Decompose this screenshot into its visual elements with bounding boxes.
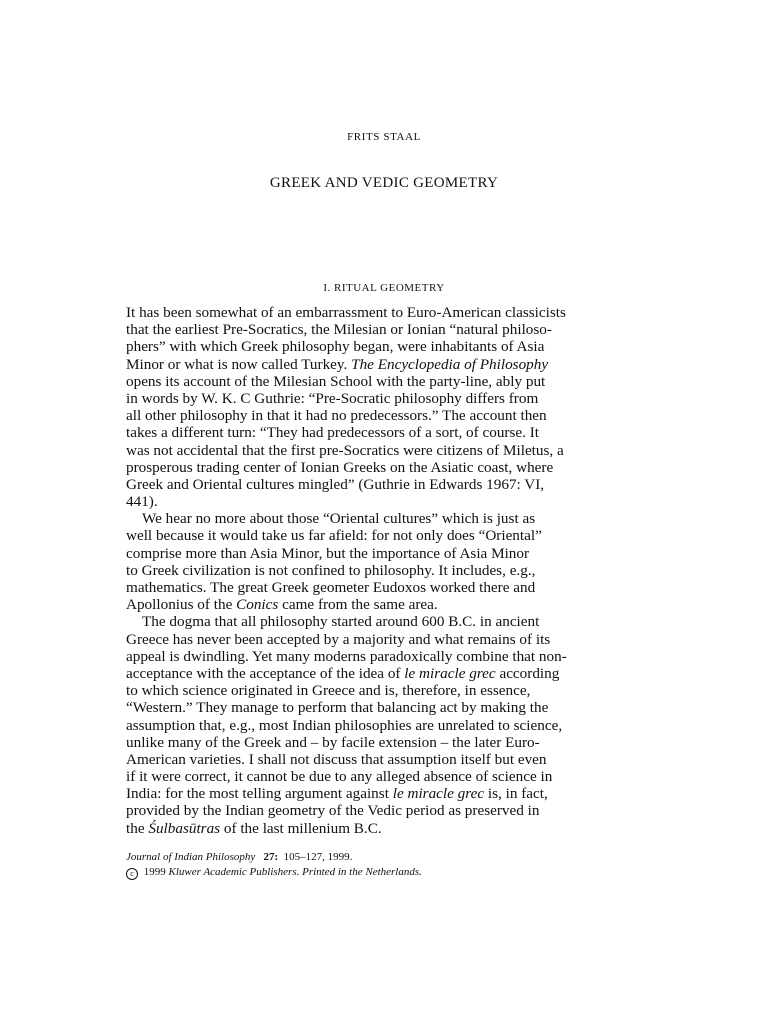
text-line	[126, 613, 540, 631]
body-text	[126, 304, 567, 837]
footer-citation	[126, 850, 546, 880]
text-line	[126, 510, 536, 528]
text-run: The dogma that all philosophy started around 600 B.C. in ancient	[142, 613, 540, 631]
text-line	[126, 355, 549, 373]
text-run: was not accidental that the first pre-Socratics were citizens of Miletus, a	[126, 441, 564, 459]
text-line	[126, 579, 536, 596]
text-line	[126, 682, 530, 699]
text-line	[126, 820, 530, 837]
italic-text: le miracle grec	[404, 664, 496, 682]
text-line	[126, 493, 530, 510]
text-run: to Greek civilization is not confined to philosophy. It includes, e.g.,	[126, 561, 536, 579]
text-line	[126, 441, 564, 459]
text-run: Greece has never been accepted by a majority and what remains of its	[126, 630, 551, 648]
journal-volume: 27:	[263, 851, 279, 863]
text-line	[126, 372, 546, 390]
text-run: We hear no more about those “Oriental cultures” which is just as	[142, 510, 536, 528]
text-line	[126, 321, 552, 339]
text-line	[126, 768, 553, 786]
journal-name: Journal of Indian Philosophy	[126, 851, 256, 863]
text-line	[126, 596, 530, 613]
text-run: all other philosophy in that it had no predecessors.” The account then	[126, 407, 547, 425]
text-run: Greek and Oriental cultures mingled” (Guthrie in Edwards 1967: VI,	[126, 475, 545, 493]
italic-text: Śulbasūtras	[148, 819, 221, 837]
text-run: 441).	[126, 493, 158, 511]
text-line	[126, 802, 540, 820]
text-line	[126, 664, 560, 682]
text-line	[126, 338, 545, 356]
text-line	[126, 561, 536, 579]
article-title: GREEK AND VEDIC GEOMETRY	[269, 175, 499, 191]
journal-pages: 105–127, 1999.	[283, 851, 353, 863]
text-line	[126, 527, 542, 545]
italic-text: The Encyclopedia of Philosophy	[351, 355, 549, 373]
text-run: the	[126, 819, 149, 837]
text-run: comprise more than Asia Minor, but the importance of Asia Minor	[126, 544, 530, 562]
text-line	[126, 545, 530, 562]
text-line	[126, 647, 567, 665]
text-run: is, in fact,	[484, 785, 548, 803]
text-run: well because it would take us far afield: for not only does “Oriental”	[126, 527, 542, 545]
text-run: came from the same area.	[278, 596, 438, 614]
text-run: if it were correct, it cannot be due to any alleged absence of science in	[126, 768, 553, 786]
text-line	[126, 407, 547, 425]
text-line	[126, 424, 539, 442]
text-run: assumption that, e.g., most Indian philosophies are unrelated to science,	[126, 716, 563, 734]
text-line	[126, 304, 566, 321]
text-run: Minor or what is now called Turkey.	[126, 355, 352, 373]
text-run: opens its account of the Milesian School with the party-line, ably put	[126, 372, 546, 390]
copyright-icon: c	[126, 868, 138, 880]
text-run: prosperous trading center of Ionian Greeks on the Asiatic coast, where	[126, 458, 554, 476]
text-line	[126, 716, 563, 734]
copyright-year: 1999	[143, 865, 166, 878]
text-run: India: for the most telling argument against	[126, 785, 393, 803]
text-run: unlike many of the Greek and – by facile extension – the later Euro-	[126, 733, 540, 751]
author-name: FRITS STAAL	[347, 131, 421, 143]
text-run: according	[495, 664, 560, 682]
copyright-line	[126, 865, 546, 880]
text-line	[126, 458, 554, 476]
italic-text: le miracle grec	[392, 785, 485, 803]
text-run: provided by the Indian geometry of the Vedic period as preserved in	[126, 802, 540, 820]
text-line	[126, 785, 548, 803]
text-run: “Western.” They manage to perform that balancing act by making the	[126, 699, 549, 717]
text-run: to which science originated in Greece and is, therefore, in essence,	[126, 682, 531, 700]
text-run: acceptance with the acceptance of the idea of	[126, 664, 405, 682]
text-run: mathematics. The great Greek geometer Eudoxos worked there and	[126, 579, 536, 596]
text-run: American varieties. I shall not discuss that assumption itself but even	[126, 750, 547, 768]
text-line	[126, 389, 539, 407]
text-run: in words by W. K. C Guthrie: “Pre-Socratic philosophy differs from	[126, 389, 539, 407]
text-run: takes a different turn: “They had predecessors of a sort, of course. It	[126, 424, 539, 442]
journal-citation	[126, 850, 546, 865]
text-line	[126, 630, 551, 648]
italic-text: Conics	[236, 596, 279, 614]
text-run: of the last millenium B.C.	[220, 819, 382, 837]
text-line	[126, 750, 547, 768]
publisher-line: Kluwer Academic Publishers. Printed in the Netherlands.	[168, 865, 422, 878]
text-run: phers” with which Greek philosophy began, were inhabitants of Asia	[126, 338, 545, 356]
text-line	[126, 699, 549, 717]
text-run: that the earliest Pre-Socratics, the Milesian or Ionian “natural philoso-	[126, 321, 552, 339]
text-run: It has been somewhat of an embarrassment to Euro-American classicists	[126, 304, 566, 321]
text-run: Apollonius of the	[126, 596, 237, 614]
text-run: appeal is dwindling. Yet many moderns paradoxically combine that non-	[126, 647, 567, 665]
text-line	[126, 475, 545, 493]
text-line	[126, 733, 540, 751]
section-heading: I. RITUAL GEOMETRY	[323, 282, 445, 294]
